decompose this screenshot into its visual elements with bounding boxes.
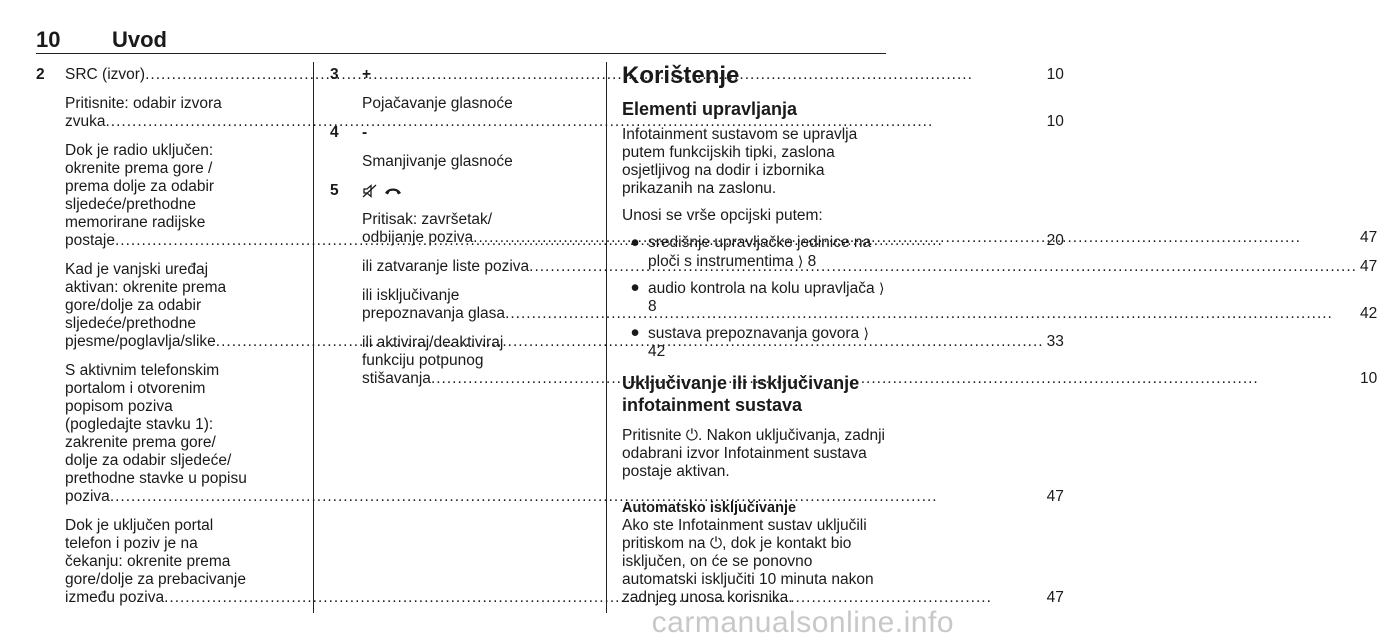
toc-item-line: (pogledajte stavku 1): [65, 416, 214, 433]
entry-4 [330, 124, 592, 171]
page-reference[interactable]: 33 [1046, 333, 1064, 350]
toc-item-line: funkciju potpunog [362, 352, 484, 369]
bullet-icon: ● [630, 234, 640, 251]
page-ref-arrow-icon: ⟩ [863, 325, 869, 341]
page-title: Uvod [112, 27, 167, 52]
dot-leader [110, 488, 1044, 506]
paragraph-auto-off-text-a: Ako ste Infotainment sustav uključili pritiskom na [622, 517, 867, 552]
list-item-label: središnje upravljačke jedinice na ploči s instrumentima [648, 234, 872, 270]
watermark: carmanualsonline.info [651, 606, 954, 639]
entry-3-text: Pojačavanje glasnoće [362, 95, 513, 112]
toc-item [65, 517, 1064, 607]
page-reference[interactable]: 10 [1046, 66, 1064, 83]
page-reference[interactable]: 8 [648, 298, 657, 315]
page-reference[interactable]: 47 [1046, 589, 1064, 606]
entry-number: 4 [330, 124, 339, 141]
entry-4-body [362, 124, 592, 171]
toc-item-line: S aktivnim telefonskim [65, 362, 220, 379]
toc-entry-text: SRC (izvor) [65, 66, 146, 83]
toc-item-line: prema dolje za odabir [65, 178, 215, 195]
toc-item-line: ili isključivanje [362, 287, 460, 304]
page-number: 10 [36, 27, 61, 52]
page-reference[interactable]: 10 [1359, 370, 1377, 387]
toc-entry-text: između poziva [65, 589, 165, 606]
list-item [622, 234, 886, 271]
phone-hangup-icon [383, 184, 403, 198]
toc-item-line: aktivan: okrenite prema [65, 279, 227, 296]
page-ref-arrow-icon: ⟩ [878, 280, 885, 296]
toc-item-line: sljedeće/prethodne [65, 315, 196, 332]
toc-item-line: memorirane radijske [65, 214, 206, 231]
paragraph-inputs: Unosi se vrše opcijski putem: [622, 207, 823, 224]
bullet-icon: ● [630, 324, 640, 341]
toc-item-line: čekanju: okrenite prema [65, 553, 231, 570]
toc-item-line: okrenite prema gore / [65, 160, 213, 177]
page-ref-arrow-icon: ⟩ [797, 253, 804, 269]
minus-symbol: - [362, 124, 368, 141]
toc-item-line: zakrenite prema gore/ [65, 434, 216, 451]
page-reference[interactable]: 47 [1046, 488, 1064, 505]
power-icon: ⏻ [709, 535, 723, 552]
page-reference[interactable]: 42 [1359, 305, 1377, 322]
toc-item-line: ili aktiviraj/deaktiviraj [362, 334, 504, 351]
toc-item-line: gore/dolje za odabir [65, 297, 202, 314]
entry-4-text: Smanjivanje glasnoće [362, 153, 513, 170]
toc-entry-line [65, 488, 1064, 506]
entry-3-body [362, 66, 592, 113]
entry-number: 5 [330, 182, 339, 199]
power-icon: ⏻ [685, 427, 699, 444]
paragraph-power-text-b: . Nakon uključivanja, zadnji odabrani izvor Infotainment sustava postaje aktivan. [622, 427, 885, 480]
dot-leader [431, 370, 1357, 388]
paragraph-auto-off-text-b: , dok je kontakt bio isključen, on će se ponovno automatski isključiti 10 minuta nakon zadnjeg unosa korisnika. [622, 535, 874, 606]
paragraph-controls: Infotainment sustavom se upravlja putem funkcijskih tipki, zaslona osjetljivog na dodir i izbornika prikazanih na zaslonu. [622, 126, 858, 197]
toc-entry-text: postaje [65, 232, 115, 249]
paragraph-power-text-a: Pritisnite [622, 427, 682, 444]
toc-entry-text: stišavanja [362, 370, 431, 387]
toc-item-line: dolje za odabir sljedeće/ [65, 452, 232, 469]
toc-item-line: sljedeće/prethodne [65, 196, 196, 213]
list-item-text [648, 279, 886, 316]
list-item-label: sustava prepoznavanja govora [648, 325, 860, 342]
toc-item-line: portalom i otvorenim [65, 380, 206, 397]
list-item-label: audio kontrola na kolu upravljača [648, 280, 875, 297]
subsection-title-controls: Elementi upravljanja [622, 99, 798, 119]
toc-entry-text: odbijanje poziva [362, 229, 474, 246]
subsection-title-power: Uključivanje ili isključivanje infotainment sustava [622, 373, 860, 415]
toc-item-line: prethodne stavke u popisu [65, 470, 247, 487]
list-item-text [648, 234, 886, 271]
page-reference[interactable]: 20 [1046, 232, 1064, 249]
page-reference[interactable]: 42 [648, 343, 666, 360]
toc-item-line: gore/dolje za prebacivanje [65, 571, 246, 588]
plus-symbol: + [362, 66, 372, 83]
page-reference[interactable]: 10 [1046, 113, 1064, 130]
section-title: Korištenje [622, 62, 740, 89]
toc-item-line: telefon i poziv je na [65, 535, 198, 552]
paragraph-power [622, 427, 886, 481]
paragraph-auto-off [622, 517, 886, 607]
list-item-text [648, 324, 886, 361]
toc-entry-text: prepoznavanja glasa [362, 305, 506, 322]
page-reference[interactable]: 8 [807, 253, 817, 270]
dot-leader [473, 229, 1357, 247]
dot-leader [145, 66, 1044, 84]
list-item [622, 324, 886, 361]
bullet-icon: ● [630, 279, 640, 296]
header-rule [36, 53, 886, 54]
column-3 [622, 62, 886, 616]
toc-item-line: Kad je vanjski uređaj [65, 261, 209, 278]
toc-item-line: Pritisak: završetak/ [362, 211, 493, 228]
toc-entry-text: poziva [65, 488, 110, 505]
minor-title-auto-off: Automatsko isključivanje [622, 500, 797, 516]
toc-entry-text: pjesme/poglavlja/slike [65, 333, 216, 350]
entry-3 [330, 66, 592, 113]
toc-item-line: popisom poziva [65, 398, 173, 415]
entry-number: 3 [330, 66, 339, 83]
page-reference[interactable]: 47 [1359, 229, 1377, 246]
dot-leader [164, 589, 1044, 607]
page-reference[interactable]: 47 [1359, 258, 1377, 275]
toc-entry-text: ili zatvaranje liste poziva [362, 258, 530, 275]
input-methods-list [622, 234, 886, 361]
mute-icon [362, 184, 377, 198]
toc-entry-line [65, 589, 1064, 607]
toc-entry-text: zvuka [65, 113, 106, 130]
list-item [622, 279, 886, 316]
entry-number: 2 [36, 66, 45, 83]
toc-item-line: Dok je radio uključen: [65, 142, 214, 159]
toc-item-line: Dok je uključen portal [65, 517, 214, 534]
toc-item-line: Pritisnite: odabir izvora [65, 95, 222, 112]
